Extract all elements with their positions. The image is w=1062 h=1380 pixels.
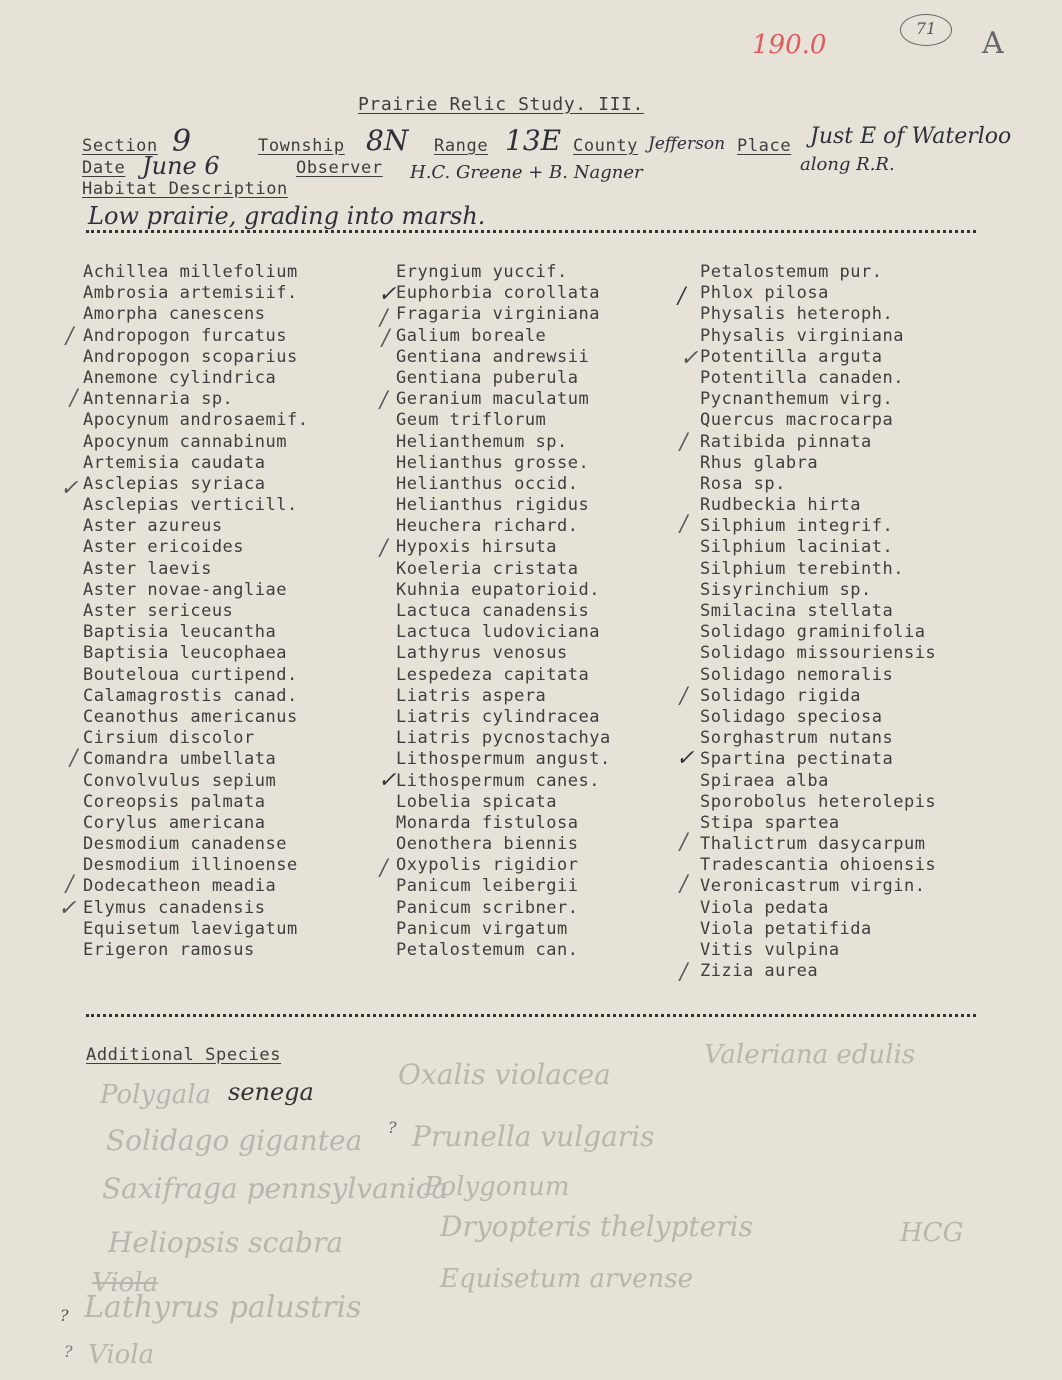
dotted-divider-top <box>86 230 976 233</box>
species-item: Comandra umbellata <box>83 749 277 770</box>
species-item: Andropogon furcatus <box>83 325 287 346</box>
species-item: Helianthus rigidus <box>396 495 590 516</box>
species-item: Veronicastrum virgin. <box>700 876 926 897</box>
observer-label: Observer <box>296 158 383 178</box>
species-item: Physalis heteroph. <box>700 304 894 325</box>
question-mark: ? <box>64 1342 73 1361</box>
species-item: Equisetum laevigatum <box>83 918 298 939</box>
species-item: Solidago missouriensis <box>700 643 937 664</box>
corner-letter: A <box>982 26 1004 61</box>
check-mark-icon: / <box>680 684 688 709</box>
species-item: Liatris cylindracea <box>396 706 600 727</box>
check-mark-icon: ✓ <box>378 768 397 793</box>
species-item: Aster novae-angliae <box>83 579 287 600</box>
species-item: Silphium terebinth. <box>700 558 904 579</box>
date-value: June 6 <box>142 152 220 180</box>
species-item: Erigeron ramosus <box>83 940 255 960</box>
check-mark-icon: / <box>70 746 78 771</box>
additional-ink-senega: senega <box>228 1078 314 1106</box>
township-value: 8N <box>366 124 409 157</box>
place-value-line1: Just E of Waterloo <box>810 124 1012 149</box>
question-mark: ? <box>388 1118 397 1137</box>
species-item: Fragaria virginiana <box>396 304 600 325</box>
species-item: Sorghastrum nutans <box>700 728 894 749</box>
species-item: Aster laevis <box>83 558 212 579</box>
species-item: Silphium integrif. <box>700 516 894 537</box>
species-item: Rhus glabra <box>700 452 819 473</box>
species-item: Desmodium canadense <box>83 834 287 855</box>
pencil-note: Oxalis violacea <box>398 1058 611 1091</box>
check-mark-icon: / <box>680 830 688 855</box>
species-item: Solidago rigida <box>700 685 862 706</box>
species-item: Sisyrinchium sp. <box>700 579 872 600</box>
species-item: Physalis virginiana <box>700 325 904 346</box>
species-item: Petalostemum can. <box>396 940 579 960</box>
species-item: Geum triflorum <box>396 410 547 431</box>
dotted-divider-bottom <box>86 1014 976 1017</box>
species-item: Ambrosia artemisiif. <box>83 283 298 304</box>
habitat-value: Low prairie, grading into marsh. <box>88 202 486 230</box>
check-mark-icon: ✓ <box>676 746 695 771</box>
species-item: Panicum scribner. <box>396 897 579 918</box>
species-item: Koeleria cristata <box>396 558 579 579</box>
county-value: Jefferson <box>648 134 726 154</box>
species-item: Apocynum androsaemif. <box>83 410 309 431</box>
species-item: Asclepias syriaca <box>83 473 266 494</box>
species-item: Thalictrum dasycarpum <box>700 834 926 855</box>
check-mark-icon: / <box>680 960 688 985</box>
pencil-note: Viola <box>88 1340 155 1370</box>
check-mark-icon: / <box>680 872 688 897</box>
species-item: Baptisia leucantha <box>83 622 277 643</box>
species-item: Kuhnia eupatorioid. <box>396 579 600 600</box>
species-item: Viola pedata <box>700 897 829 918</box>
species-item: Coreopsis palmata <box>83 791 266 812</box>
species-item: Hypoxis hirsuta <box>396 537 558 558</box>
pencil-note: Lathyrus palustris <box>84 1290 362 1325</box>
species-item: Stipa spartea <box>700 812 840 833</box>
species-item: Liatris pycnostachya <box>396 728 611 749</box>
species-item: Pycnanthemum virg. <box>700 389 894 410</box>
species-item: Spartina pectinata <box>700 749 894 770</box>
species-item: Heuchera richard. <box>396 516 579 537</box>
check-mark-icon: ✓ <box>680 346 699 371</box>
species-item: Aster sericeus <box>83 601 234 621</box>
species-item: Liatris aspera <box>396 685 547 706</box>
pencil-initials: HCG <box>900 1218 964 1248</box>
species-item: Quercus macrocarpa <box>700 410 894 431</box>
pencil-note: Solidago gigantea <box>106 1124 363 1157</box>
species-item: Panicum leibergii <box>396 876 579 897</box>
pencil-note: Polygala <box>100 1080 212 1110</box>
species-item: Potentilla arguta <box>700 346 883 367</box>
species-item: Galium boreale <box>396 325 547 346</box>
species-item: Anemone cylindrica <box>83 367 277 388</box>
species-item: Ceanothus americanus <box>83 706 298 727</box>
species-item: Euphorbia corollata <box>396 283 600 304</box>
circled-page-number: 71 <box>900 14 952 46</box>
species-item: Eryngium yuccif. <box>396 262 568 282</box>
observer-value: H.C. Greene + B. Nagner <box>410 162 643 183</box>
species-item: Achillea millefolium <box>83 262 298 282</box>
species-item: Phlox pilosa <box>700 283 829 304</box>
check-mark-icon: ✓ <box>60 476 79 501</box>
township-label: Township <box>258 136 345 156</box>
species-item: Elymus canadensis <box>83 897 266 918</box>
range-label: Range <box>434 136 489 156</box>
pencil-note: Valeriana edulis <box>704 1040 916 1070</box>
species-item: Silphium laciniat. <box>700 537 894 558</box>
check-mark-icon: ✓ <box>378 282 397 307</box>
species-item: Andropogon scoparius <box>83 346 298 367</box>
species-item: Antennaria sp. <box>83 389 234 410</box>
check-mark-icon: / <box>380 388 388 413</box>
species-item: Viola petatifida <box>700 918 872 939</box>
species-item: Asclepias verticill. <box>83 495 298 516</box>
species-item: Lactuca ludoviciana <box>396 622 600 643</box>
pencil-note: Heliopsis scabra <box>108 1226 344 1259</box>
check-mark-icon: / <box>678 284 686 309</box>
species-item: Oenothera biennis <box>396 834 579 855</box>
species-item: Lespedeza capitata <box>396 664 590 685</box>
species-item: Geranium maculatum <box>396 389 590 410</box>
species-item: Solidago speciosa <box>700 706 883 727</box>
species-item: Lobelia spicata <box>396 791 558 812</box>
species-item: Zizia aurea <box>700 961 819 982</box>
species-item: Helianthemum sp. <box>396 431 568 452</box>
check-mark-icon: / <box>66 872 74 897</box>
species-column-2 <box>396 262 611 961</box>
species-item: Potentilla canaden. <box>700 367 904 388</box>
species-item: Solidago nemoralis <box>700 664 894 685</box>
check-mark-icon: / <box>380 856 388 881</box>
species-item: Panicum virgatum <box>396 918 568 939</box>
species-item: Solidago graminifolia <box>700 622 926 643</box>
habitat-label: Habitat Description <box>82 179 288 199</box>
species-item: Cirsium discolor <box>83 728 255 749</box>
species-item: Dodecatheon meadia <box>83 876 277 897</box>
species-item: Desmodium illinoense <box>83 855 298 876</box>
pencil-note: Viola <box>92 1268 159 1298</box>
check-mark-icon: / <box>66 324 74 349</box>
date-label: Date <box>82 158 126 178</box>
place-value-line2: along R.R. <box>800 154 895 175</box>
species-item: Monarda fistulosa <box>396 812 579 833</box>
pencil-note: Dryopteris thelypteris <box>440 1210 753 1243</box>
check-mark-icon: / <box>70 386 78 411</box>
species-item: Corylus americana <box>83 812 266 833</box>
species-item: Lithospermum angust. <box>396 749 611 770</box>
species-item: Amorpha canescens <box>83 304 266 325</box>
species-item: Convolvulus sepium <box>83 770 277 791</box>
species-item: Bouteloua curtipend. <box>83 664 298 685</box>
question-mark: ? <box>60 1306 69 1325</box>
species-item: Smilacina stellata <box>700 601 894 621</box>
species-column-1 <box>83 262 308 961</box>
red-archive-number: 190.0 <box>752 30 827 60</box>
place-label: Place <box>737 136 792 156</box>
pencil-note: Saxifraga pennsylvanica <box>102 1172 449 1205</box>
species-item: Helianthus occid. <box>396 473 579 494</box>
species-item: Ratibida pinnata <box>700 431 872 452</box>
county-label: County <box>573 136 639 156</box>
pencil-note: Equisetum arvense <box>440 1264 694 1294</box>
check-mark-icon: / <box>382 326 390 351</box>
species-item: Artemisia caudata <box>83 452 266 473</box>
species-item: Tradescantia ohioensis <box>700 855 937 876</box>
species-item: Lithospermum canes. <box>396 770 600 791</box>
species-item: Petalostemum pur. <box>700 262 883 282</box>
species-item: Gentiana puberula <box>396 367 579 388</box>
species-column-3 <box>700 262 936 982</box>
species-item: Rosa sp. <box>700 473 786 494</box>
section-label: Section <box>82 136 158 156</box>
species-item: Lathyrus venosus <box>396 643 568 664</box>
section-value: 9 <box>172 124 192 159</box>
species-item: Lactuca canadensis <box>396 601 590 621</box>
check-mark-icon: / <box>680 512 688 537</box>
check-mark-icon: ✓ <box>58 896 77 921</box>
species-item: Aster ericoides <box>83 537 245 558</box>
pencil-note: Prunella vulgaris <box>412 1120 655 1153</box>
species-item: Oxypolis rigidior <box>396 855 579 876</box>
check-mark-icon: / <box>380 306 388 331</box>
page-title: Prairie Relic Study. III. <box>358 94 644 115</box>
pencil-note: Polygonum <box>424 1172 570 1202</box>
species-item: Rudbeckia hirta <box>700 495 862 516</box>
species-item: Apocynum cannabinum <box>83 431 287 452</box>
range-value: 13E <box>505 124 562 157</box>
check-mark-icon: / <box>380 536 388 561</box>
species-item: Vitis vulpina <box>700 940 840 960</box>
species-item: Spiraea alba <box>700 770 829 791</box>
species-item: Gentiana andrewsii <box>396 346 590 367</box>
species-item: Baptisia leucophaea <box>83 643 287 664</box>
species-item: Sporobolus heterolepis <box>700 791 937 812</box>
check-mark-icon: / <box>680 430 688 455</box>
species-item: Calamagrostis canad. <box>83 685 298 706</box>
species-item: Helianthus grosse. <box>396 452 590 473</box>
additional-species-label: Additional Species <box>86 1045 282 1065</box>
species-item: Aster azureus <box>83 516 223 537</box>
